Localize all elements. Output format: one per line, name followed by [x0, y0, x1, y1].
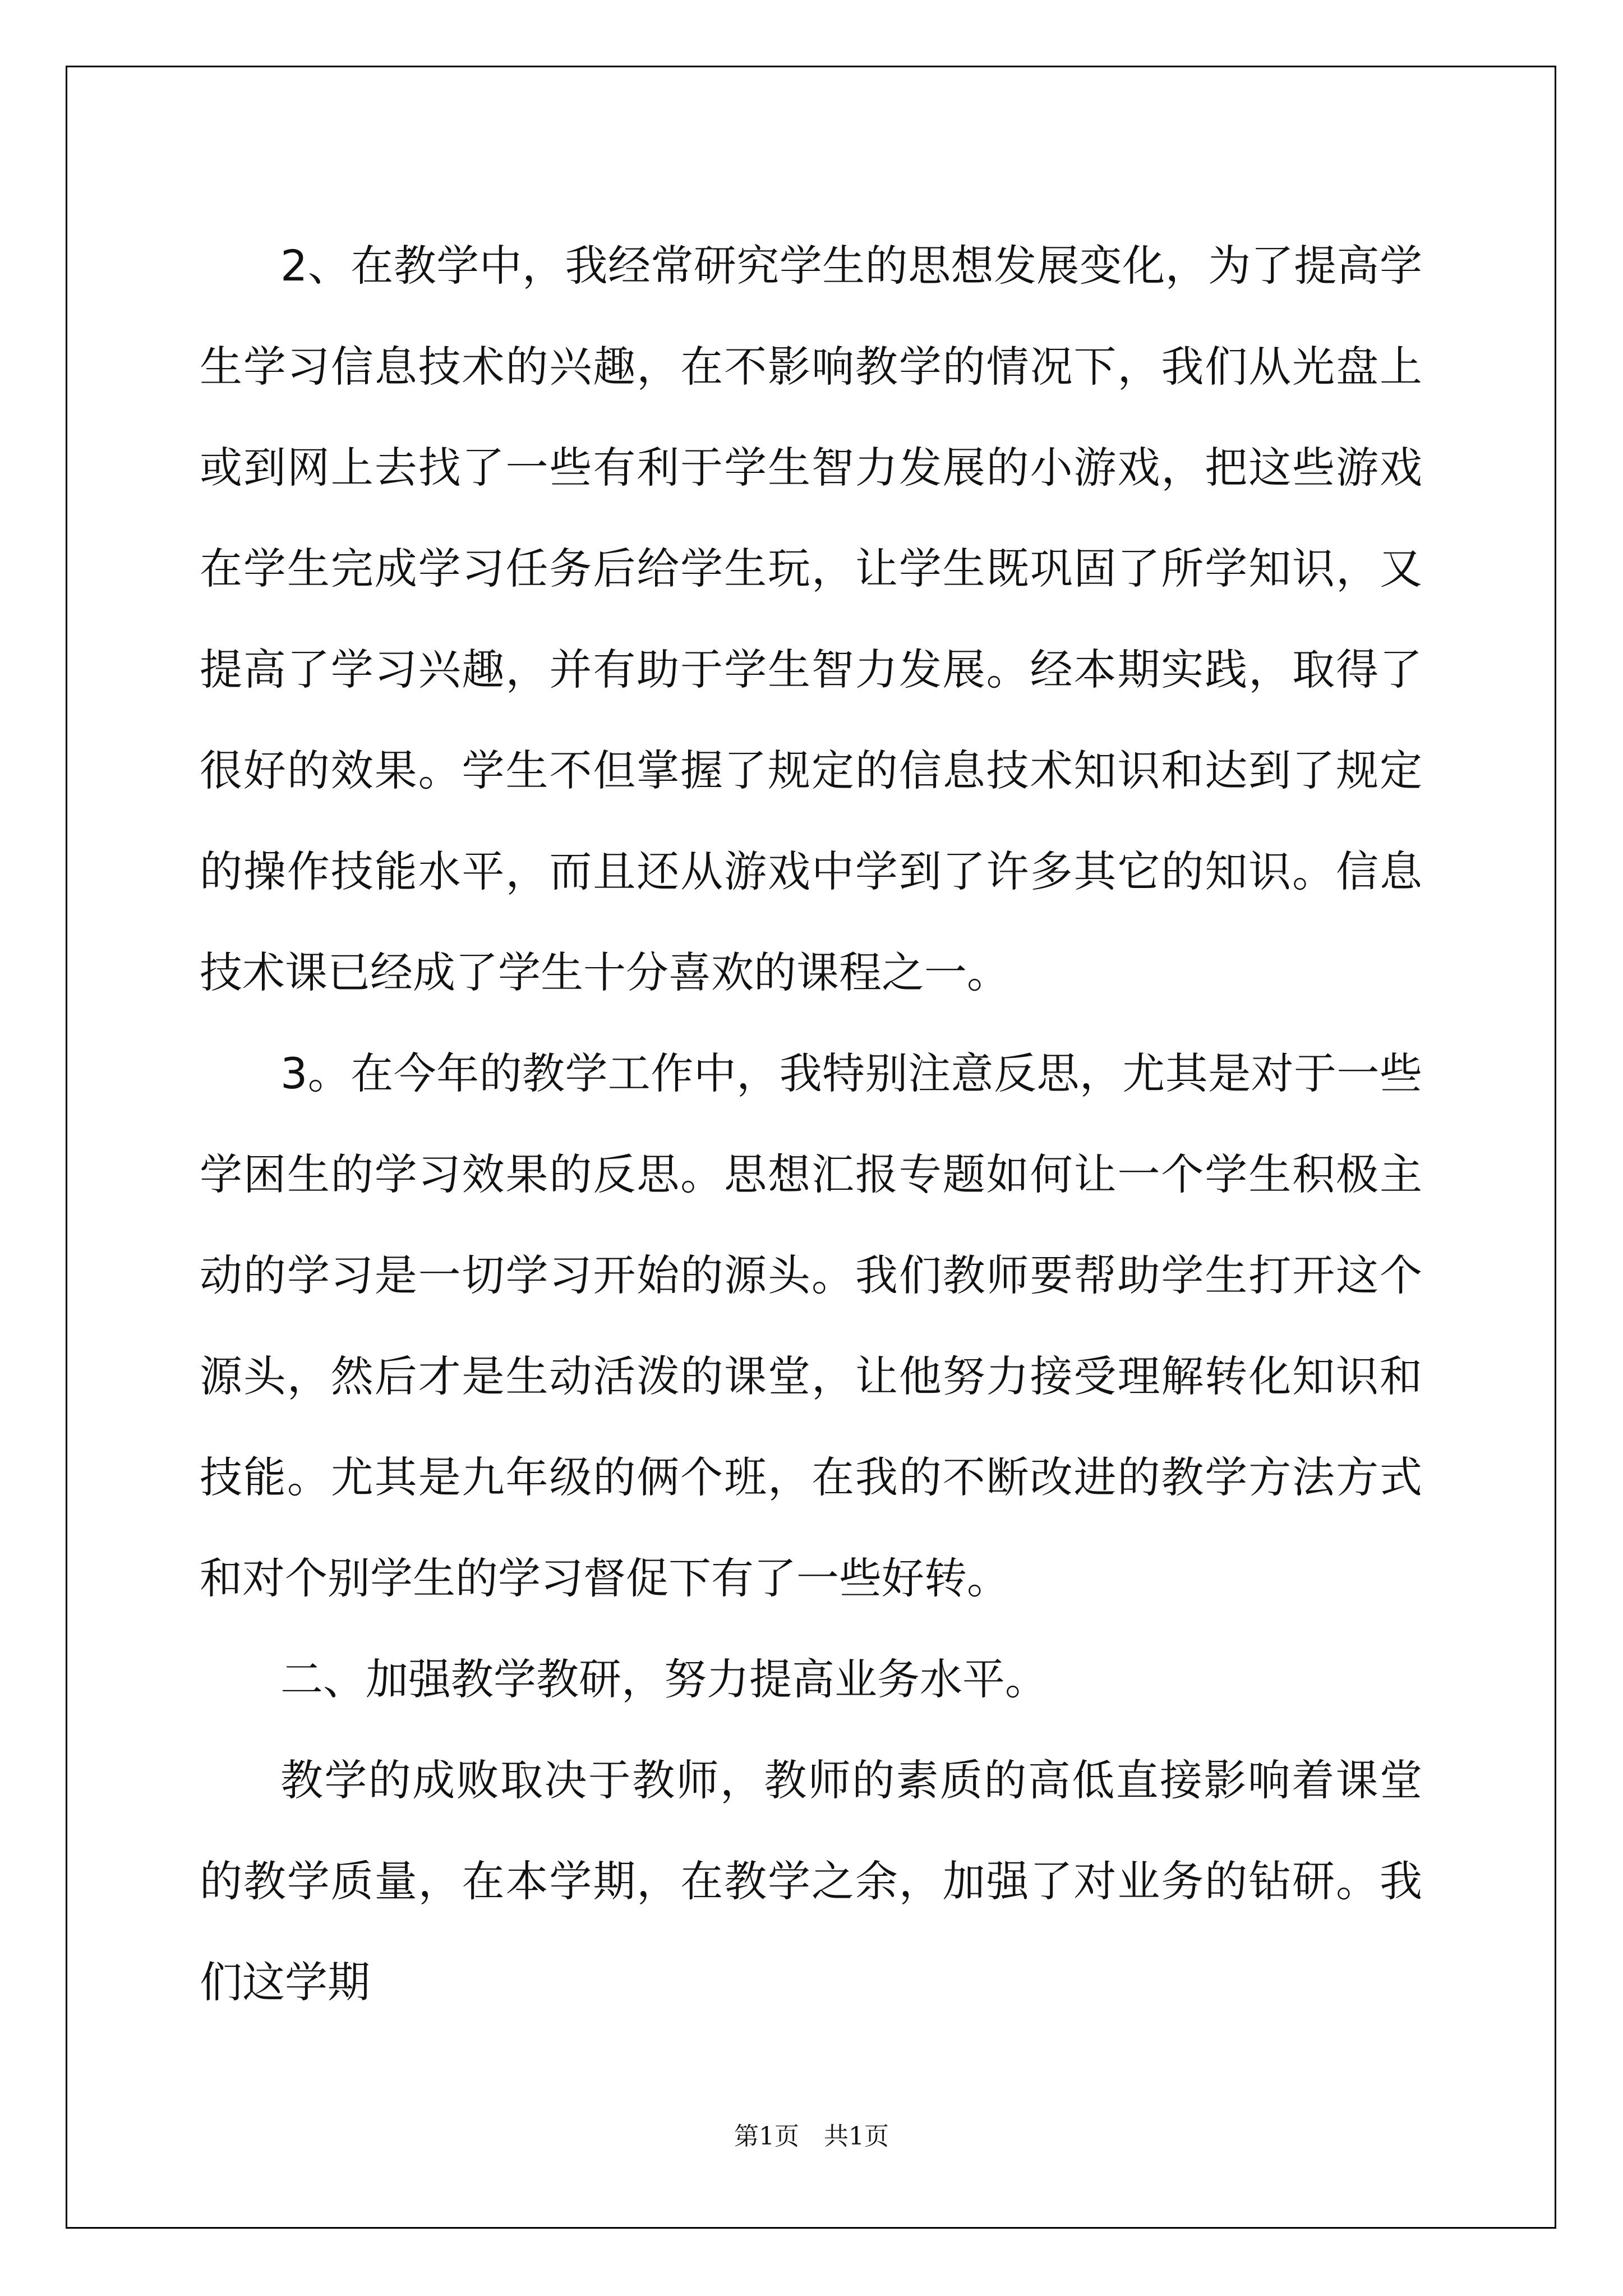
- section-heading-2: 二、加强教学教研，努力提高业务水平。: [280, 1654, 1048, 1704]
- paragraph-3: 3。在今年的教学工作中，我特别注意反思，尤其是对于一些学困生的学习效果的反思。思想汇报专题如何让一个学生积极主动的学习是一切学习开始的源头。我们教师要帮助学生打开这个源头，然后才是生动活泼的课堂，让他努力接受理解转化知识和技能。尤其是九年级的俩个班，在我的不断改进的教学方法方式和对个别学生的学习督促下有了一些好转。: [200, 1048, 1422, 1603]
- paragraph-2: 2、在教学中，我经常研究学生的思想发展变化，为了提高学生学习信息技术的兴趣，在不影响教学的情况下，我们从光盘上或到网上去找了一些有利于学生智力发展的小游戏，把这些游戏在学生完成学习任务后给学生玩，让学生既巩固了所学知识，又提高了学习兴趣，并有助于学生智力发展。经本期实践，取得了很好的效果。学生不但掌握了规定的信息技术知识和达到了规定的操作技能水平，而且还从游戏中学到了许多其它的知识。信息技术课已经成了学生十分喜欢的课程之一。: [200, 241, 1422, 997]
- document-body: [200, 215, 1422, 2033]
- paragraph-teaching-quality: 教学的成败取决于教师，教师的素质的高低直接影响着课堂的教学质量，在本学期，在教学之余，加强了对业务的钻研。我们这学期: [200, 1755, 1422, 2007]
- page-footer: 第1页 共1页: [734, 2122, 889, 2151]
